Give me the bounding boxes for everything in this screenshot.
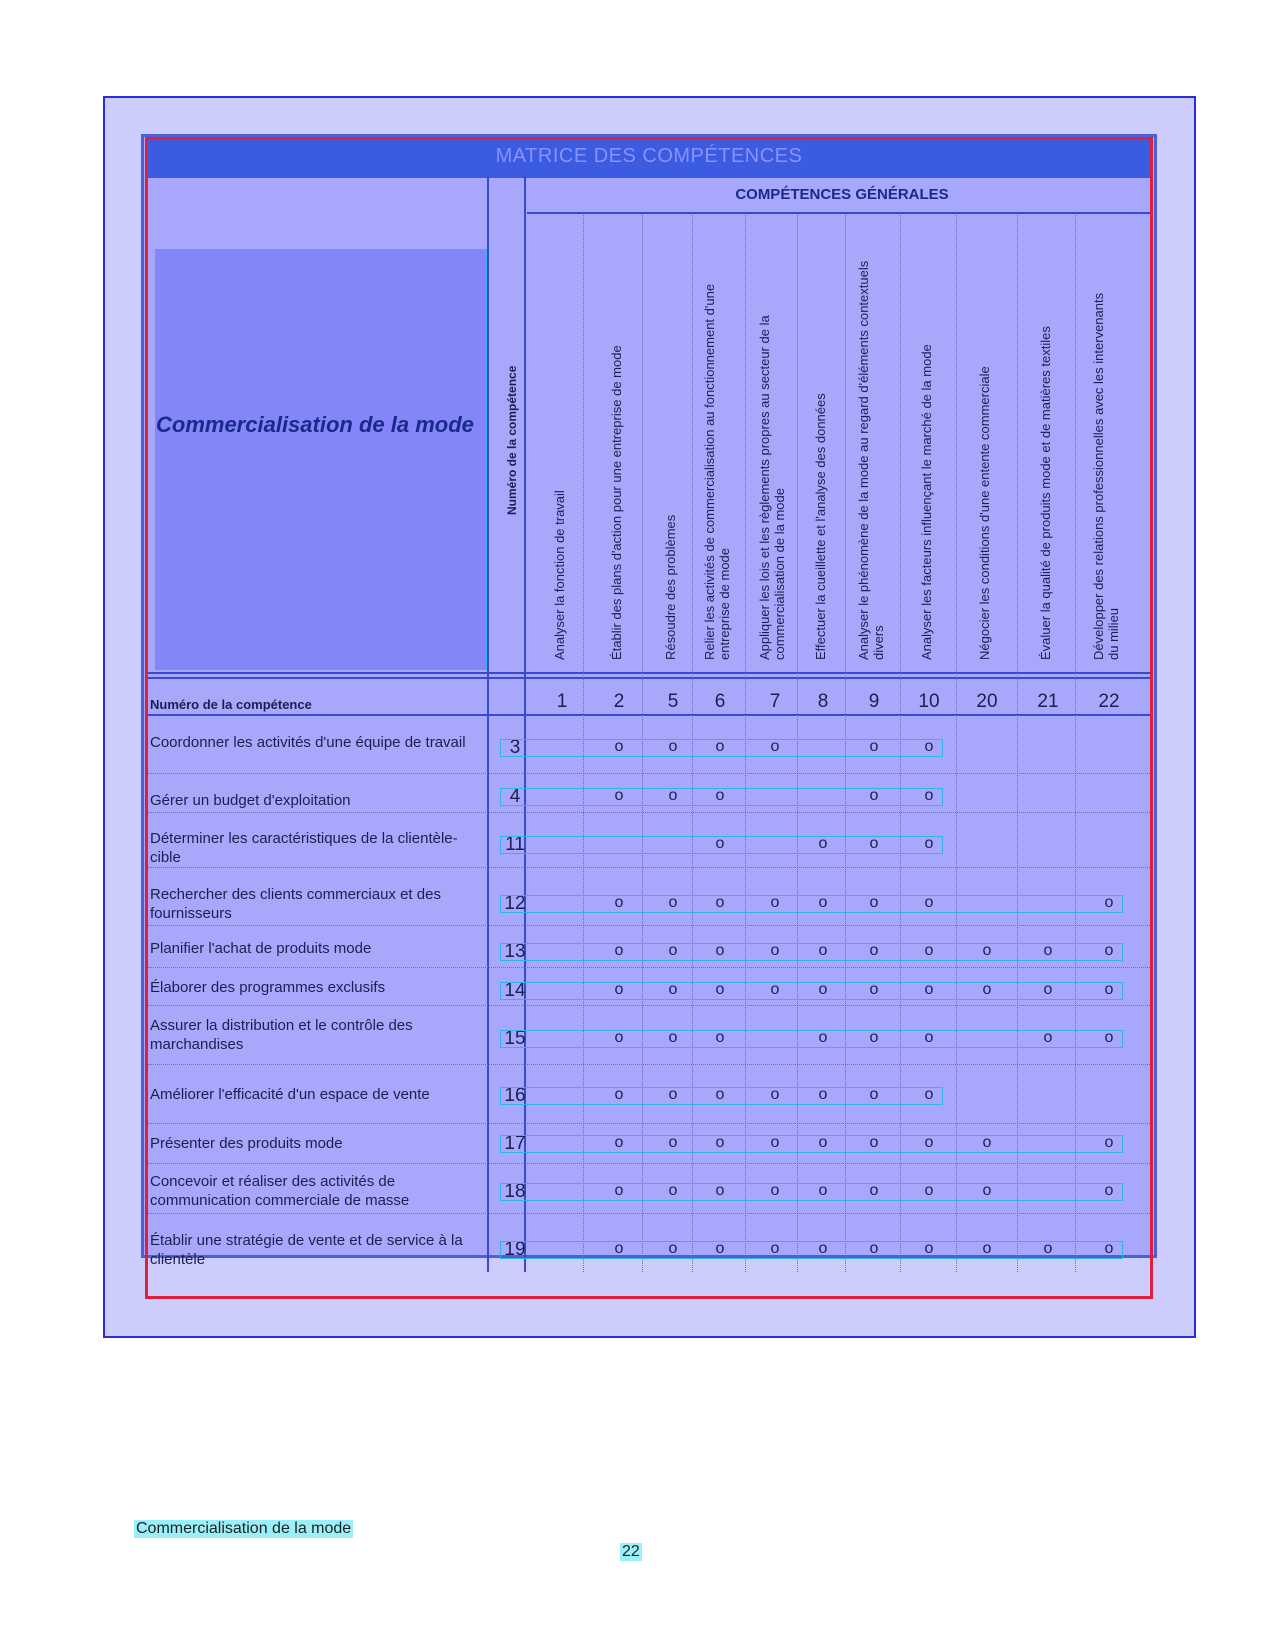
relation-mark: o	[715, 787, 725, 804]
competency-column-label: Relier les activités de commercialisation au fonctionnement d'une entreprise de mode	[702, 283, 732, 660]
row-divider	[148, 714, 1150, 716]
relation-mark: o	[668, 894, 678, 911]
relation-mark: o	[715, 1134, 725, 1151]
relation-mark: o	[924, 738, 934, 755]
matrix-row-band	[500, 943, 1123, 961]
specific-competency-label: Assurer la distribution et le contrôle des marchandises	[150, 1017, 413, 1053]
relation-mark: o	[982, 1240, 992, 1257]
competency-column-number: 9	[868, 691, 880, 712]
relation-mark: o	[924, 835, 934, 852]
row-separator	[148, 1163, 1150, 1164]
general-competencies-header: COMPÉTENCES GÉNÉRALES	[735, 186, 949, 203]
competency-column-label: Établir des plans d'action pour une entreprise de mode	[609, 345, 624, 660]
relation-mark: o	[614, 1086, 624, 1103]
relation-mark: o	[614, 1134, 624, 1151]
specific-competency-number: 14	[504, 980, 526, 1001]
matrix-title: MATRICE DES COMPÉTENCES	[495, 145, 803, 167]
relation-mark: o	[869, 835, 879, 852]
relation-mark: o	[614, 894, 624, 911]
relation-mark: o	[869, 981, 879, 998]
competency-number-column-header: Numéro de la compétence	[505, 365, 519, 515]
row-divider	[527, 212, 1152, 214]
relation-mark: o	[982, 981, 992, 998]
relation-mark: o	[869, 942, 879, 959]
competency-column-label: Évaluer la qualité de produits mode et de matières textiles	[1038, 326, 1053, 660]
row-separator	[148, 925, 1150, 926]
relation-mark: o	[869, 787, 879, 804]
relation-mark: o	[818, 1182, 828, 1199]
relation-mark: o	[770, 738, 780, 755]
relation-mark: o	[869, 894, 879, 911]
relation-mark: o	[818, 981, 828, 998]
row-separator	[148, 1213, 1150, 1214]
competency-column-number: 7	[769, 691, 781, 712]
row-separator	[148, 812, 1150, 813]
competency-column-label: Effectuer la cueillette et l'analyse des données	[813, 393, 828, 660]
competency-column-number: 21	[1037, 691, 1059, 712]
specific-competency-number: 3	[509, 737, 521, 758]
matrix-row-band	[500, 1241, 1123, 1259]
relation-mark: o	[869, 1086, 879, 1103]
competency-column-label: Négocier les conditions d'une entente commerciale	[977, 366, 992, 660]
column-separator	[956, 215, 957, 1272]
relation-mark: o	[770, 894, 780, 911]
relation-mark: o	[818, 1134, 828, 1151]
relation-mark: o	[982, 1182, 992, 1199]
specific-competency-label: Présenter des produits mode	[150, 1135, 343, 1152]
specific-competency-label: Concevoir et réaliser des activités de communication commerciale de masse	[150, 1173, 410, 1209]
column-separator	[1017, 215, 1018, 1272]
matrix-row-band	[500, 1183, 1123, 1201]
relation-mark: o	[668, 1134, 678, 1151]
competency-column-label: Analyser les facteurs influençant le marché de la mode	[919, 344, 934, 660]
relation-mark: o	[668, 981, 678, 998]
relation-mark: o	[668, 1029, 678, 1046]
specific-competency-label: Établir une stratégie de vente et de service à la clientèle	[150, 1232, 463, 1268]
relation-mark: o	[614, 787, 624, 804]
specific-competency-number: 12	[504, 893, 526, 914]
relation-mark: o	[818, 835, 828, 852]
title-bar	[148, 140, 1150, 178]
relation-mark: o	[770, 1134, 780, 1151]
matrix-row-band	[500, 982, 1123, 1000]
relation-mark: o	[770, 981, 780, 998]
relation-mark: o	[1104, 1134, 1114, 1151]
relation-mark: o	[715, 738, 725, 755]
competency-column-number: 5	[667, 691, 679, 712]
relation-mark: o	[614, 981, 624, 998]
competency-column-label: Appliquer les lois et les règlements propres au secteur de la commercialisation de la mode	[757, 315, 787, 660]
relation-mark: o	[715, 1240, 725, 1257]
row-separator	[148, 967, 1150, 968]
relation-mark: o	[770, 1240, 780, 1257]
row-separator	[148, 773, 1150, 774]
page-number: 22	[622, 1543, 640, 1560]
relation-mark: o	[715, 1029, 725, 1046]
relation-mark: o	[1043, 1029, 1053, 1046]
relation-mark: o	[1043, 1240, 1053, 1257]
row-separator	[148, 1005, 1150, 1006]
relation-mark: o	[818, 1029, 828, 1046]
relation-mark: o	[924, 787, 934, 804]
relation-mark: o	[668, 738, 678, 755]
row-separator	[148, 1123, 1150, 1124]
competency-column-label: Développer des relations professionnelles avec les intervenants du milieu	[1091, 292, 1121, 660]
relation-mark: o	[924, 1029, 934, 1046]
specific-competency-number: 13	[504, 941, 526, 962]
specific-competency-label: Coordonner les activités d'une équipe de travail	[150, 734, 466, 751]
relation-mark: o	[869, 1029, 879, 1046]
row-divider	[148, 677, 1150, 679]
relation-mark: o	[924, 942, 934, 959]
relation-mark: o	[668, 787, 678, 804]
competency-column-number: 20	[976, 691, 998, 712]
specific-competency-number: 16	[504, 1085, 526, 1106]
competency-column-number: 10	[918, 691, 940, 712]
relation-mark: o	[715, 835, 725, 852]
relation-mark: o	[1043, 942, 1053, 959]
specific-competency-label: Rechercher des clients commerciaux et des fournisseurs	[150, 886, 441, 922]
specific-competency-number: 17	[504, 1133, 526, 1154]
matrix-row-band	[500, 895, 1123, 913]
relation-mark: o	[982, 1134, 992, 1151]
relation-mark: o	[770, 942, 780, 959]
relation-mark: o	[1104, 894, 1114, 911]
relation-mark: o	[924, 981, 934, 998]
specific-competency-label: Améliorer l'efficacité d'un espace de vente	[150, 1086, 430, 1103]
column-divider	[487, 176, 489, 1272]
footer-title: Commercialisation de la mode	[136, 1520, 352, 1537]
matrix-row-band	[500, 1135, 1123, 1153]
relation-mark: o	[869, 1182, 879, 1199]
relation-mark: o	[869, 1240, 879, 1257]
relation-mark: o	[869, 1134, 879, 1151]
relation-mark: o	[668, 1086, 678, 1103]
program-title: Commercialisation de la mode	[156, 412, 474, 437]
relation-mark: o	[715, 894, 725, 911]
specific-competency-number: 11	[505, 834, 525, 855]
relation-mark: o	[924, 1240, 934, 1257]
competency-column-number: 8	[817, 691, 829, 712]
relation-mark: o	[818, 942, 828, 959]
specific-competency-number: 18	[504, 1181, 526, 1202]
relation-mark: o	[770, 1086, 780, 1103]
row-separator	[148, 867, 1150, 868]
competency-column-number: 1	[556, 691, 568, 712]
relation-mark: o	[1104, 942, 1114, 959]
relation-mark: o	[1104, 1029, 1114, 1046]
relation-mark: o	[614, 738, 624, 755]
specific-competency-label: Élaborer des programmes exclusifs	[150, 979, 386, 996]
specific-competency-label: Gérer un budget d'exploitation	[150, 792, 351, 809]
relation-mark: o	[1104, 981, 1114, 998]
relation-mark: o	[715, 981, 725, 998]
specific-competency-label: Déterminer les caractéristiques de la clientèle-cible	[150, 830, 458, 866]
relation-mark: o	[924, 1134, 934, 1151]
competency-column-number: 22	[1098, 691, 1120, 712]
relation-mark: o	[715, 1182, 725, 1199]
relation-mark: o	[614, 1240, 624, 1257]
subject-box	[155, 249, 487, 670]
relation-mark: o	[668, 1182, 678, 1199]
competency-number-row-label: Numéro de la compétence	[150, 697, 312, 712]
relation-mark: o	[668, 1240, 678, 1257]
competency-column-label: Analyser le phénomène de la mode au regard d'éléments contextuels divers	[856, 260, 886, 660]
relation-mark: o	[715, 1086, 725, 1103]
relation-mark: o	[818, 1086, 828, 1103]
relation-mark: o	[982, 942, 992, 959]
competency-column-number: 2	[613, 691, 625, 712]
competency-column-label: Résoudre des problèmes	[663, 514, 678, 660]
relation-mark: o	[715, 942, 725, 959]
specific-competency-number: 4	[509, 786, 521, 807]
specific-competency-number: 19	[504, 1239, 526, 1260]
relation-mark: o	[614, 1182, 624, 1199]
relation-mark: o	[869, 738, 879, 755]
competency-column-number: 6	[714, 691, 726, 712]
row-separator	[148, 1064, 1150, 1065]
relation-mark: o	[924, 894, 934, 911]
relation-mark: o	[668, 942, 678, 959]
relation-mark: o	[1104, 1182, 1114, 1199]
relation-mark: o	[818, 1240, 828, 1257]
row-divider	[148, 672, 1150, 674]
relation-mark: o	[924, 1182, 934, 1199]
specific-competency-number: 15	[504, 1028, 526, 1049]
relation-mark: o	[614, 942, 624, 959]
relation-mark: o	[1043, 981, 1053, 998]
relation-mark: o	[614, 1029, 624, 1046]
relation-mark: o	[818, 894, 828, 911]
column-divider	[524, 176, 526, 1272]
competency-column-label: Analyser la fonction de travail	[552, 490, 567, 660]
column-separator	[1075, 215, 1076, 1272]
relation-mark: o	[770, 1182, 780, 1199]
specific-competency-label: Planifier l'achat de produits mode	[150, 940, 372, 957]
relation-mark: o	[1104, 1240, 1114, 1257]
matrix-row-band	[500, 1030, 1123, 1048]
relation-mark: o	[924, 1086, 934, 1103]
